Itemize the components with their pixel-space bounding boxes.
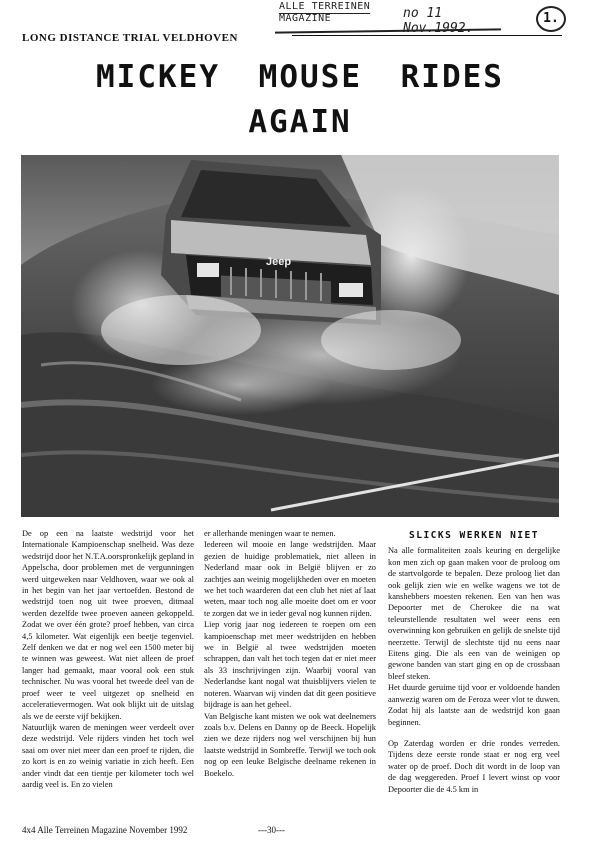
headline-line2: AGAIN [248, 104, 352, 140]
kicker: LONG DISTANCE TRIAL VELDHOVEN [22, 32, 238, 44]
col2-paragraph-4: Van Belgische kant misten we ook wat deelnemers zoals b.v. Delens en Danny op de Beeck. Hopelijk zien we deze rijders nog wel verschijnen bij hun laatste wedstrijd in Sombreffe. Terwijl we toch ook nog op een leuke Belgische deelname rekenen in Boekelo. [204, 711, 376, 778]
stamp-magazine-line1: ALLE TERREINEN [279, 1, 371, 12]
footer-page-number: ---30--- [258, 825, 285, 835]
stamp-magazine-name [279, 2, 370, 24]
handwritten-stamp [275, 1, 503, 36]
col1-paragraph-2: Natuurlijk waren de meningen weer verdeelt over deze wedstrijd. Vele rijders vinden het toch wel saai om over niet meer dan een proef te rijden, die zo kort is en zo weinig variatie in zich heeft. Een ander vindt dat een tientje per kilometer toch wel aardig veel is. En zo vielen [22, 722, 194, 789]
footer-publication: 4x4 Alle Terreinen Magazine November 1992 [22, 825, 188, 835]
article-column-2 [204, 528, 376, 818]
headline [20, 55, 580, 145]
col3-paragraph-1: Na alle formaliteiten zoals keuring en dergelijke kon men zich op gaan maken voor de proloog om de startvolgorde te bepalen. Deze proloog liet dan ook gelijk zien wie en welke wagens we tot de kanshebbers moesten rekenen. Een van hen was Depoorter met de Cherokee die na wat teleurstellende resultaten wel weer eens een overwinning kon gebruiken en gelijk de snelste tijd neerzette. Terwijl de slechtste tijd nu eens naar Eitens ging. Die als een van de weinigen op gewone banden van start ging en op de crossbaan bleef steken. [388, 546, 560, 681]
headline-line1: MICKEY MOUSE RIDES [96, 59, 504, 95]
kicker-rule [292, 35, 562, 36]
stamp-issue: no 11 Nov.1992. [403, 6, 474, 36]
col2-paragraph-3: Liep vorig jaar nog iedereen te roepen om een kampioenschap met meer wedstrijden en hebben we in België al twee wedstrijden moeten schrappen, dan valt het toch tegen dat er niet meer als 33 inschrijvingen zijn. Waarbij vooral van Nederlandse kant nogal wat thuisblijvers vielen te noteren. Waarvan wij vinden dat dit geen positieve bijdrage is aan het geheel. [204, 620, 376, 710]
stamp-magazine-line2: MAGAZINE [279, 13, 332, 24]
jeep-grille-label: Jeep [266, 256, 292, 268]
section-heading: SLICKS WERKEN NIET [409, 530, 539, 541]
article-photo [21, 155, 559, 517]
article-column-3 [388, 528, 560, 818]
jeep-photo-illustration [21, 155, 559, 517]
col3-paragraph-2: Het duurde geruime tijd voor er voldoende handen aanwezig waren om de Feroza weer vlot te duwen. Zodat hij als laatste aan de wedstrijd kon gaan beginnen. [388, 683, 560, 727]
article-column-1 [22, 528, 194, 818]
col3-paragraph-3: Op Zaterdag worden er drie rondes verreden. Tijdens deze eerste ronde staat er nog erg veel water op de proef. Doch dit wordt in de loop van de dag weggereden. Proef I levert winst op voor Depoorter die de 4.5 km in [388, 738, 560, 794]
page-marker: 1. [536, 6, 566, 32]
col2-paragraph-2: Iedereen wil mooie en lange wedstrijden. Maar gezien de huidige problematiek, niet alleen in Nederland maar ook in België blijven er zo zachtjes aan weinig mogelijkheden over en moeten we het toch waarderen dat een club het niet af laat weten, maar toch nog alle moeite doet om er voor te zorgen dat we in ieder geval nog kunnen rijden. [204, 540, 376, 618]
col1-paragraph-1: De op een na laatste wedstrijd voor het Internationale Kampioenschap snelheid. Was deze wedstrijd door het N.T.A.oorspronkelijk gepland in Appelscha, door problemen met de vergunningen werd uitgeweken naar Veldhoven, waar we ook al in het begin van het jaar vertoefden. Bestond de wedstrijd toen nog uit twee proeven, ditmaal werden dezelfde twee proeven aaneen gekoppeld. Zodat we over één grote? proef hebben, van circa 4,5 kilometer. Wat eigenlijk een beetje tegenviel. Zelf denken we dat er nog wel een 1500 meter bij te winnen was geweest. Wat niet alleen de proef langer had gemaakt, maar vooral ook een stuk technischer. Nu was vooral het tweede deel van de proef weer te veel uitgezet op snelheid en acceleratievermogen. Wat ook blijkt uit de uitslag als we de eerste vijf bekijken. [22, 529, 194, 721]
col2-paragraph-1: er allerhande meningen waar te nemen. [204, 529, 336, 538]
